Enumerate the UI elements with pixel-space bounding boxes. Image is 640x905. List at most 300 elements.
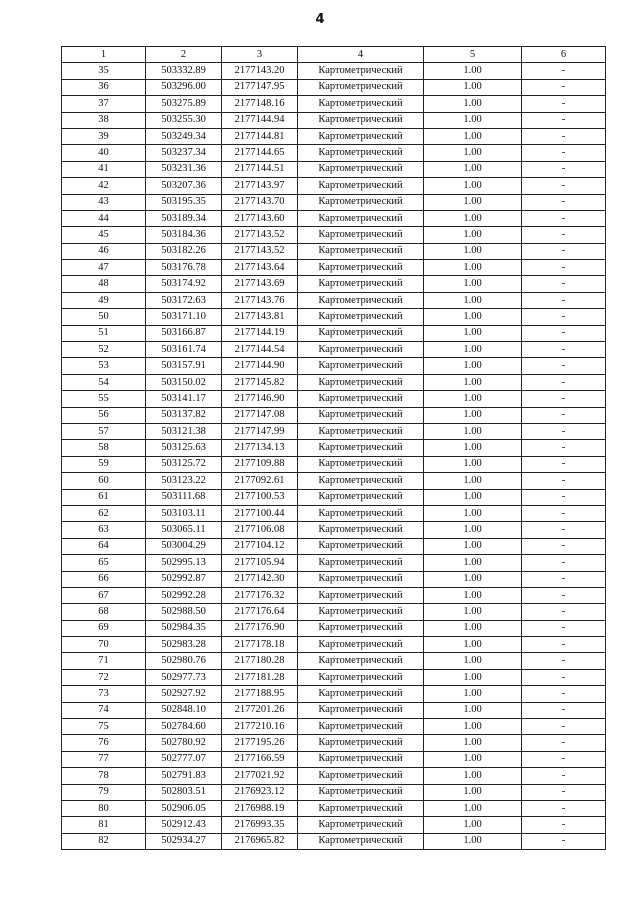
table-cell: 503141.17	[146, 391, 222, 407]
table-cell: 2177145.82	[222, 374, 298, 390]
table-cell: 1.00	[424, 423, 522, 439]
table-cell: 50	[62, 309, 146, 325]
table-cell: 1.00	[424, 440, 522, 456]
table-cell: 503137.82	[146, 407, 222, 423]
table-row	[62, 96, 606, 112]
table-cell: Картометрический	[298, 292, 424, 308]
table-cell: 503249.34	[146, 128, 222, 144]
table-cell: 2177100.44	[222, 505, 298, 521]
table-row	[62, 620, 606, 636]
table-row	[62, 669, 606, 685]
table-cell: -	[522, 571, 606, 587]
table-cell: -	[522, 292, 606, 308]
table-cell: -	[522, 784, 606, 800]
table-cell: 65	[62, 555, 146, 571]
table-cell: -	[522, 309, 606, 325]
table-row	[62, 309, 606, 325]
table-cell: Картометрический	[298, 637, 424, 653]
table-cell: Картометрический	[298, 178, 424, 194]
table-row	[62, 768, 606, 784]
table-cell: 502995.13	[146, 555, 222, 571]
table-cell: 51	[62, 325, 146, 341]
table-body	[62, 63, 606, 850]
table-cell: 1.00	[424, 702, 522, 718]
table-cell: 503166.87	[146, 325, 222, 341]
table-cell: -	[522, 358, 606, 374]
table-cell: 42	[62, 178, 146, 194]
table-cell: 35	[62, 63, 146, 79]
table-cell: 503207.36	[146, 178, 222, 194]
table-cell: 68	[62, 604, 146, 620]
table-cell: 2177188.95	[222, 686, 298, 702]
table-cell: 2177144.54	[222, 342, 298, 358]
table-cell: 503237.34	[146, 145, 222, 161]
table-cell: 1.00	[424, 719, 522, 735]
table-row	[62, 112, 606, 128]
table-row	[62, 260, 606, 276]
table-row	[62, 538, 606, 554]
table-cell: -	[522, 817, 606, 833]
table-cell: 502992.87	[146, 571, 222, 587]
table-cell: 45	[62, 227, 146, 243]
table-cell: 2177144.94	[222, 112, 298, 128]
table-cell: 1.00	[424, 128, 522, 144]
table-cell: 503065.11	[146, 522, 222, 538]
table-cell: Картометрический	[298, 505, 424, 521]
table-cell: 2177100.53	[222, 489, 298, 505]
table-cell: Картометрический	[298, 309, 424, 325]
table-cell: 2177147.99	[222, 423, 298, 439]
table-row	[62, 292, 606, 308]
table-cell: 502906.05	[146, 800, 222, 816]
table-cell: 1.00	[424, 620, 522, 636]
table-row	[62, 63, 606, 79]
table-cell: 1.00	[424, 161, 522, 177]
table-row	[62, 833, 606, 849]
table-cell: -	[522, 96, 606, 112]
table-cell: 2176988.19	[222, 800, 298, 816]
table-cell: 48	[62, 276, 146, 292]
table-cell: -	[522, 522, 606, 538]
table-cell: Картометрический	[298, 473, 424, 489]
table-cell: 2177143.70	[222, 194, 298, 210]
table-cell: 2177176.90	[222, 620, 298, 636]
table-cell: 2177146.90	[222, 391, 298, 407]
table-cell: 503103.11	[146, 505, 222, 521]
table-cell: 503171.10	[146, 309, 222, 325]
table-cell: -	[522, 161, 606, 177]
table-cell: 66	[62, 571, 146, 587]
table-row	[62, 784, 606, 800]
table-cell: 52	[62, 342, 146, 358]
table-row	[62, 604, 606, 620]
table-cell: 74	[62, 702, 146, 718]
table-cell: 503123.22	[146, 473, 222, 489]
table-row	[62, 571, 606, 587]
table-row	[62, 522, 606, 538]
table-cell: 502791.83	[146, 768, 222, 784]
table-cell: 1.00	[424, 768, 522, 784]
table-cell: 502912.43	[146, 817, 222, 833]
table-header-row	[62, 47, 606, 63]
table-cell: 1.00	[424, 751, 522, 767]
table-cell: 37	[62, 96, 146, 112]
table-cell: 503296.00	[146, 79, 222, 95]
table-row	[62, 325, 606, 341]
table-cell: 1.00	[424, 489, 522, 505]
table-cell: 38	[62, 112, 146, 128]
table-cell: 64	[62, 538, 146, 554]
table-cell: 2177092.61	[222, 473, 298, 489]
table-cell: -	[522, 538, 606, 554]
table-row	[62, 505, 606, 521]
table-cell: -	[522, 473, 606, 489]
table-cell: 2177134.13	[222, 440, 298, 456]
table-cell: -	[522, 587, 606, 603]
table-cell: 1.00	[424, 669, 522, 685]
table-cell: 1.00	[424, 178, 522, 194]
table-cell: -	[522, 800, 606, 816]
table-cell: 503231.36	[146, 161, 222, 177]
table-cell: -	[522, 79, 606, 95]
table-row	[62, 227, 606, 243]
table-cell: 1.00	[424, 391, 522, 407]
table-cell: 1.00	[424, 79, 522, 95]
table-cell: Картометрический	[298, 669, 424, 685]
table-cell: 503176.78	[146, 260, 222, 276]
table-cell: -	[522, 178, 606, 194]
table-cell: -	[522, 686, 606, 702]
table-cell: Картометрический	[298, 751, 424, 767]
table-cell: 503275.89	[146, 96, 222, 112]
table-cell: Картометрический	[298, 210, 424, 226]
table-cell: 2177180.28	[222, 653, 298, 669]
table-cell: 56	[62, 407, 146, 423]
table-cell: 1.00	[424, 505, 522, 521]
table-cell: 1.00	[424, 604, 522, 620]
table-cell: Картометрический	[298, 538, 424, 554]
table-cell: -	[522, 407, 606, 423]
table-cell: Картометрический	[298, 489, 424, 505]
table-cell: 503125.63	[146, 440, 222, 456]
table-row	[62, 210, 606, 226]
table-cell: 1.00	[424, 210, 522, 226]
table-cell: 1.00	[424, 342, 522, 358]
table-row	[62, 637, 606, 653]
table-cell: 2177143.69	[222, 276, 298, 292]
table-cell: 49	[62, 292, 146, 308]
table-cell: 2177176.64	[222, 604, 298, 620]
table-cell: 2177210.16	[222, 719, 298, 735]
table-cell: 43	[62, 194, 146, 210]
table-row	[62, 653, 606, 669]
table-cell: Картометрический	[298, 96, 424, 112]
table-cell: 502977.73	[146, 669, 222, 685]
table-row	[62, 423, 606, 439]
table-cell: 2177143.52	[222, 243, 298, 259]
table-cell: 503157.91	[146, 358, 222, 374]
table-row	[62, 128, 606, 144]
table-cell: Картометрический	[298, 358, 424, 374]
table-cell: Картометрический	[298, 653, 424, 669]
table-row	[62, 686, 606, 702]
table-cell: 2177176.32	[222, 587, 298, 603]
column-header: 3	[222, 47, 298, 63]
table-cell: 1.00	[424, 456, 522, 472]
table-cell: 44	[62, 210, 146, 226]
table-cell: 1.00	[424, 735, 522, 751]
table-cell: 2177178.18	[222, 637, 298, 653]
table-cell: 2177021.92	[222, 768, 298, 784]
table-cell: 2177144.81	[222, 128, 298, 144]
table-row	[62, 719, 606, 735]
table-cell: 502777.07	[146, 751, 222, 767]
table-cell: 62	[62, 505, 146, 521]
table-row	[62, 161, 606, 177]
table-cell: 502927.92	[146, 686, 222, 702]
table-cell: Картометрический	[298, 702, 424, 718]
table-cell: 1.00	[424, 833, 522, 849]
table-cell: 36	[62, 79, 146, 95]
table-cell: 2177143.97	[222, 178, 298, 194]
table-cell: 1.00	[424, 374, 522, 390]
table-cell: -	[522, 489, 606, 505]
table-cell: 73	[62, 686, 146, 702]
table-cell: 2177109.88	[222, 456, 298, 472]
table-cell: Картометрический	[298, 423, 424, 439]
column-header: 4	[298, 47, 424, 63]
table-cell: 2177144.51	[222, 161, 298, 177]
table-cell: 2177105.94	[222, 555, 298, 571]
table-cell: 2177144.65	[222, 145, 298, 161]
table-row	[62, 407, 606, 423]
table-row	[62, 800, 606, 816]
table-cell: 2177147.95	[222, 79, 298, 95]
table-row	[62, 751, 606, 767]
table-cell: Картометрический	[298, 407, 424, 423]
table-cell: Картометрический	[298, 833, 424, 849]
table-cell: 1.00	[424, 784, 522, 800]
table-cell: 503004.29	[146, 538, 222, 554]
table-cell: 1.00	[424, 686, 522, 702]
table-row	[62, 145, 606, 161]
table-cell: 2177142.30	[222, 571, 298, 587]
table-cell: 77	[62, 751, 146, 767]
table-cell: -	[522, 194, 606, 210]
table-cell: 503332.89	[146, 63, 222, 79]
table-cell: 503121.38	[146, 423, 222, 439]
table-cell: -	[522, 325, 606, 341]
table-row	[62, 555, 606, 571]
table-row	[62, 276, 606, 292]
table-cell: 1.00	[424, 276, 522, 292]
table-cell: 1.00	[424, 325, 522, 341]
table-cell: 75	[62, 719, 146, 735]
table-cell: 1.00	[424, 194, 522, 210]
table-cell: Картометрический	[298, 522, 424, 538]
table-cell: 502934.27	[146, 833, 222, 849]
table-cell: 503111.68	[146, 489, 222, 505]
table-cell: -	[522, 128, 606, 144]
table-cell: 1.00	[424, 637, 522, 653]
table-row	[62, 391, 606, 407]
table-cell: 2177147.08	[222, 407, 298, 423]
column-header: 2	[146, 47, 222, 63]
table-cell: 82	[62, 833, 146, 849]
table-cell: -	[522, 423, 606, 439]
table-cell: 503195.35	[146, 194, 222, 210]
table-cell: 1.00	[424, 407, 522, 423]
table-row	[62, 374, 606, 390]
table-cell: Картометрический	[298, 719, 424, 735]
column-header: 5	[424, 47, 522, 63]
table-cell: 502803.51	[146, 784, 222, 800]
table-cell: Картометрический	[298, 161, 424, 177]
table-cell: Картометрический	[298, 800, 424, 816]
table-cell: 2177143.81	[222, 309, 298, 325]
table-cell: 59	[62, 456, 146, 472]
page-number: 4	[315, 12, 325, 27]
table-cell: -	[522, 456, 606, 472]
table-cell: 2176993.35	[222, 817, 298, 833]
table-cell: 2177144.90	[222, 358, 298, 374]
table-cell: Картометрический	[298, 604, 424, 620]
table-cell: -	[522, 768, 606, 784]
table-cell: 41	[62, 161, 146, 177]
table-cell: 2177143.20	[222, 63, 298, 79]
table-cell: 63	[62, 522, 146, 538]
column-header: 1	[62, 47, 146, 63]
table-cell: 79	[62, 784, 146, 800]
table-cell: Картометрический	[298, 128, 424, 144]
table-cell: -	[522, 719, 606, 735]
table-cell: 503182.26	[146, 243, 222, 259]
table-cell: -	[522, 653, 606, 669]
table-cell: 47	[62, 260, 146, 276]
table-cell: 1.00	[424, 260, 522, 276]
table-cell: -	[522, 145, 606, 161]
table-cell: Картометрический	[298, 784, 424, 800]
table-cell: 2177181.28	[222, 669, 298, 685]
table-cell: Картометрический	[298, 227, 424, 243]
table-cell: Картометрический	[298, 342, 424, 358]
table-cell: 54	[62, 374, 146, 390]
table-row	[62, 358, 606, 374]
table-cell: 1.00	[424, 555, 522, 571]
table-cell: 70	[62, 637, 146, 653]
table-cell: Картометрический	[298, 571, 424, 587]
table-cell: 503189.34	[146, 210, 222, 226]
table-cell: Картометрический	[298, 243, 424, 259]
table-cell: 502984.35	[146, 620, 222, 636]
table-row	[62, 817, 606, 833]
column-header: 6	[522, 47, 606, 63]
table-cell: -	[522, 702, 606, 718]
table-cell: 39	[62, 128, 146, 144]
table-cell: 1.00	[424, 145, 522, 161]
table-cell: Картометрический	[298, 456, 424, 472]
table-cell: 72	[62, 669, 146, 685]
table-cell: -	[522, 342, 606, 358]
table-cell: Картометрический	[298, 63, 424, 79]
table-row	[62, 79, 606, 95]
table-cell: -	[522, 440, 606, 456]
table-cell: 1.00	[424, 112, 522, 128]
table-cell: Картометрический	[298, 374, 424, 390]
table-cell: 503184.36	[146, 227, 222, 243]
table-cell: 60	[62, 473, 146, 489]
table-cell: -	[522, 112, 606, 128]
table-cell: Картометрический	[298, 260, 424, 276]
table-cell: -	[522, 243, 606, 259]
table-cell: Картометрический	[298, 768, 424, 784]
table-cell: 502780.92	[146, 735, 222, 751]
table-cell: 503161.74	[146, 342, 222, 358]
table-cell: Картометрический	[298, 194, 424, 210]
table-cell: 502992.28	[146, 587, 222, 603]
table-cell: 1.00	[424, 63, 522, 79]
table-cell: Картометрический	[298, 686, 424, 702]
table-cell: -	[522, 620, 606, 636]
table-cell: 2177195.26	[222, 735, 298, 751]
table-cell: 1.00	[424, 571, 522, 587]
table-cell: -	[522, 374, 606, 390]
table-cell: 2177201.26	[222, 702, 298, 718]
table-cell: 2177166.59	[222, 751, 298, 767]
table-cell: 2177143.76	[222, 292, 298, 308]
table-cell: -	[522, 604, 606, 620]
table-cell: Картометрический	[298, 112, 424, 128]
table-row	[62, 342, 606, 358]
table-cell: 502784.60	[146, 719, 222, 735]
table-cell: -	[522, 63, 606, 79]
table-cell: 502988.50	[146, 604, 222, 620]
table-cell: Картометрический	[298, 555, 424, 571]
table-cell: 1.00	[424, 800, 522, 816]
table-cell: -	[522, 210, 606, 226]
table-cell: 57	[62, 423, 146, 439]
table-cell: 55	[62, 391, 146, 407]
table-cell: -	[522, 260, 606, 276]
table-cell: 67	[62, 587, 146, 603]
table-cell: 1.00	[424, 292, 522, 308]
table-cell: 1.00	[424, 473, 522, 489]
table-cell: 1.00	[424, 817, 522, 833]
table-cell: 69	[62, 620, 146, 636]
table-cell: 1.00	[424, 653, 522, 669]
table-cell: 58	[62, 440, 146, 456]
table-cell: 503174.92	[146, 276, 222, 292]
table-row	[62, 489, 606, 505]
table-cell: 81	[62, 817, 146, 833]
table-cell: -	[522, 751, 606, 767]
table-cell: 503255.30	[146, 112, 222, 128]
table-cell: Картометрический	[298, 145, 424, 161]
table-cell: 1.00	[424, 309, 522, 325]
table-cell: -	[522, 227, 606, 243]
table-cell: 2177143.52	[222, 227, 298, 243]
table-cell: 2177106.08	[222, 522, 298, 538]
table-row	[62, 194, 606, 210]
table-cell: Картометрический	[298, 817, 424, 833]
table-cell: 2177144.19	[222, 325, 298, 341]
table-cell: -	[522, 555, 606, 571]
table-cell: -	[522, 833, 606, 849]
table-cell: 2177143.64	[222, 260, 298, 276]
table-cell: 46	[62, 243, 146, 259]
table-cell: 503125.72	[146, 456, 222, 472]
table-cell: Картометрический	[298, 276, 424, 292]
